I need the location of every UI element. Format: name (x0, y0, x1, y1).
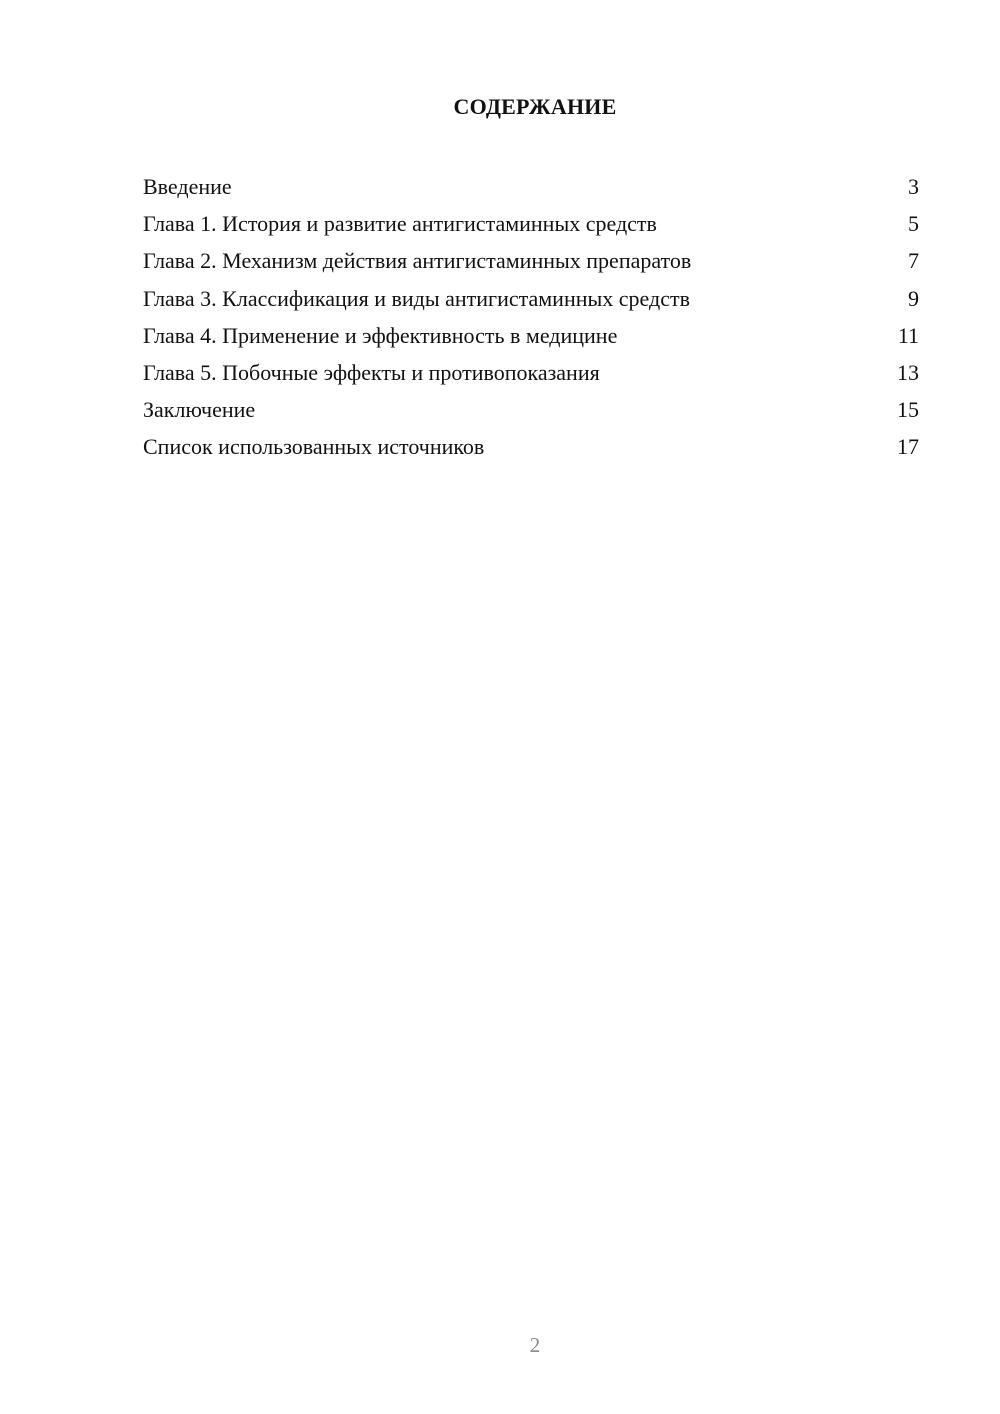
toc-entry-chapter-4[interactable] (143, 317, 919, 354)
toc-title: СОДЕРЖАНИЕ (453, 94, 617, 119)
toc-entry-label: Заключение (143, 397, 256, 423)
toc-entry-chapter-2[interactable] (143, 242, 919, 279)
toc-entry-chapter-5[interactable] (143, 354, 919, 391)
toc-entry-page: 15 (897, 397, 919, 423)
toc-entry-label: Глава 5. Побочные эффекты и противопоказания (143, 359, 600, 385)
toc-entry-introduction[interactable] (143, 168, 919, 205)
toc-entry-label: Список использованных источников (143, 434, 485, 460)
toc-list (143, 168, 919, 466)
toc-entry-page: 11 (897, 322, 919, 348)
toc-entry-label: Глава 2. Механизм действия антигистаминных препаратов (143, 248, 692, 274)
toc-entry-conclusion[interactable] (143, 391, 919, 428)
toc-entry-chapter-3[interactable] (143, 280, 919, 317)
page-number: 2 (529, 1333, 541, 1357)
toc-entry-page: 5 (908, 211, 919, 237)
toc-entry-page: 9 (908, 285, 919, 311)
toc-entry-page: 17 (897, 434, 919, 460)
toc-entry-references[interactable] (143, 428, 919, 465)
toc-entry-page: 13 (897, 359, 919, 385)
toc-entry-chapter-1[interactable] (143, 205, 919, 242)
toc-entry-page: 7 (908, 248, 919, 274)
toc-entry-label: Глава 4. Применение и эффективность в медицине (143, 322, 618, 348)
toc-entry-label: Глава 1. История и развитие антигистаминных средств (143, 211, 657, 237)
toc-entry-label: Глава 3. Классификация и виды антигистаминных средств (143, 285, 690, 311)
toc-entry-label: Введение (143, 174, 232, 199)
toc-entry-page: 3 (908, 174, 919, 199)
